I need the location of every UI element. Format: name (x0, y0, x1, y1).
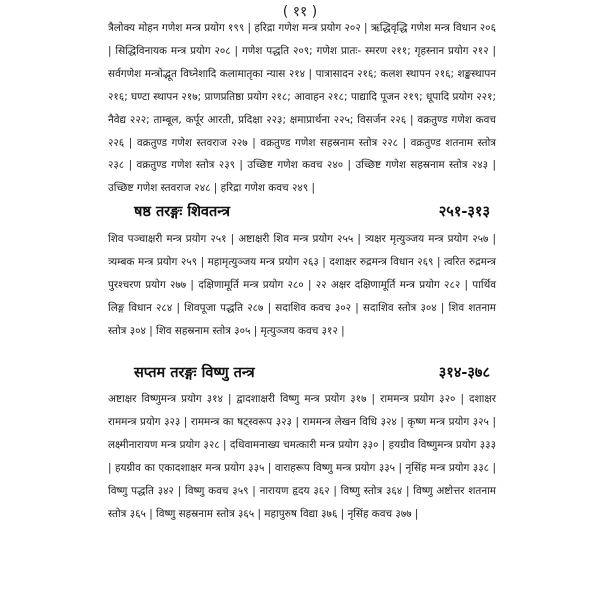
section-heading-shiva-tantra (134, 200, 490, 222)
page-number: ( ११ ) (282, 4, 318, 20)
section-page-range: २५१-३१३ (438, 204, 490, 220)
ganesha-contents-paragraph: त्रैलोक्य मोहन गणेश मन्त्र प्रयोग १९९ | हरिद्रा गणेश मन्त्र प्रयोग २०२ | ऋद्धिवृद्धि गणेश मन्त्र विधान २०६ | सिद्धिविनायक मन्त्र प्रयोग २०८ | गणेश पद्धति २०९; गणेश प्रातः- स्मरण २११; गृहस्नान प्रयोग २१२ | सर्वगणेश मन्त्रोद्भूत विघ्नेशादि कलामातृका न्यास २१४ | पात्रासादन २१६; कलश स्थापन २१६; शङ्खस्थापन २१६; घण्टा स्थापन २१७; प्राणप्रतिष्ठा प्रयोग २१८; आवाहन २१८; पाद्यादि पूजन २१९; धूपादि प्रयोग २२१; नैवेद्य २२२; ताम्बूल, कर्पूर आरती, प्रदिक्षा २२३; क्षमाप्रार्थना २२५; विसर्जन २२६ | वक्रतुण्ड गणेश कवच २२६ | वक्रतुण्ड गणेश स्तवराज २२७ | वक्रतुण्ड गणेश सहस्रनाम स्तोत्र २२८ | वक्रतुण्ड शतनाम स्तोत्र २३८ | वक्रतुण्ड गणेश स्तोत्र २३९ | उच्छिष्ट गणेश कवच २४० | उच्छिष्ट गणेश सहस्रनाम स्तोत्र २४३ | उच्छिष्ट गणेश स्तवराज २४८ | हरिद्रा गणेश कवच २४९ | (108, 22, 496, 195)
section-title: षष्ठ तरङ्गः शिवतन्त्र (134, 204, 230, 220)
section-page-range: ३१४-३७८ (438, 365, 490, 381)
section-title: सप्तम तरङ्गः विष्णु तन्त्र (134, 365, 255, 381)
shiva-contents-paragraph: शिव पञ्चाक्षरी मन्त्र प्रयोग २५१ | अष्टाक्षरी शिव मन्त्र प्रयोग २५५ | त्र्यक्षर मृत्युञ्जय मन्त्र प्रयोग २५७ | त्र्यम्बक मन्त्र प्रयोग २५९ | महामृत्युञ्जय मन्त्र प्रयोग २६३ | दशाक्षर रुद्रमन्त्र विधान २६९ | त्वरित रुद्रमन्त्र पुरश्चरण प्रयोग २७७ | दक्षिणामूर्ति मन्त्र प्रयोग २८० | २२ अक्षर दक्षिणामूर्ति मन्त्र प्रयोग २८२ | पार्थिव लिङ्ग विधान २८४ | शिवपूजा पद्धति २८७ | सदाशिव कवच ३०२ | सदाशिव स्तोत्र ३०४ | शिव शतनाम स्तोत्र ३०४ | शिव सहस्रनाम स्तोत्र ३०५ | मृत्युञ्जय कवच ३१२ | (108, 233, 496, 337)
section-heading-vishnu-tantra (134, 361, 490, 383)
vishnu-contents-paragraph: अष्टाक्षर विष्णुमन्त्र प्रयोग ३१४ | द्वादशाक्षरी विष्णु मन्त्र प्रयोग ३१७ | राममन्त्र प्रयोग ३२० | दशाक्षर राममन्त्र प्रयोग ३२३ | राममन्त्र का षट्स्वरूप ३२३ | राममन्त्र लेखन विधि ३२४ | कृष्ण मन्त्र प्रयोग ३२५ | लक्ष्मीनारायण मन्त्र प्रयोग ३२८ | दधिवामनाख्य चमत्कारी मन्त्र प्रयोग ३३० | हयग्रीव विष्णुमन्त्र प्रयोग ३३३ | हयग्रीव का एकादशाक्षर मन्त्र प्रयोग ३३५ | वाराहरूप विष्णु मन्त्र प्रयोग ३३५ | नृसिंह मन्त्र प्रयोग ३३८ | विष्णु पद्धति ३४२ | विष्णु कवच ३५९ | नारायण हृदय ३६२ | विष्णु स्तोत्र ३६४ | विष्णु अष्टोत्तर शतनाम स्तोत्र ३६५ | विष्णु सहस्रनाम स्तोत्र ३६५ | महापुरुष विद्या ३७६ | नृसिंह कवच ३७७ | (108, 393, 496, 520)
